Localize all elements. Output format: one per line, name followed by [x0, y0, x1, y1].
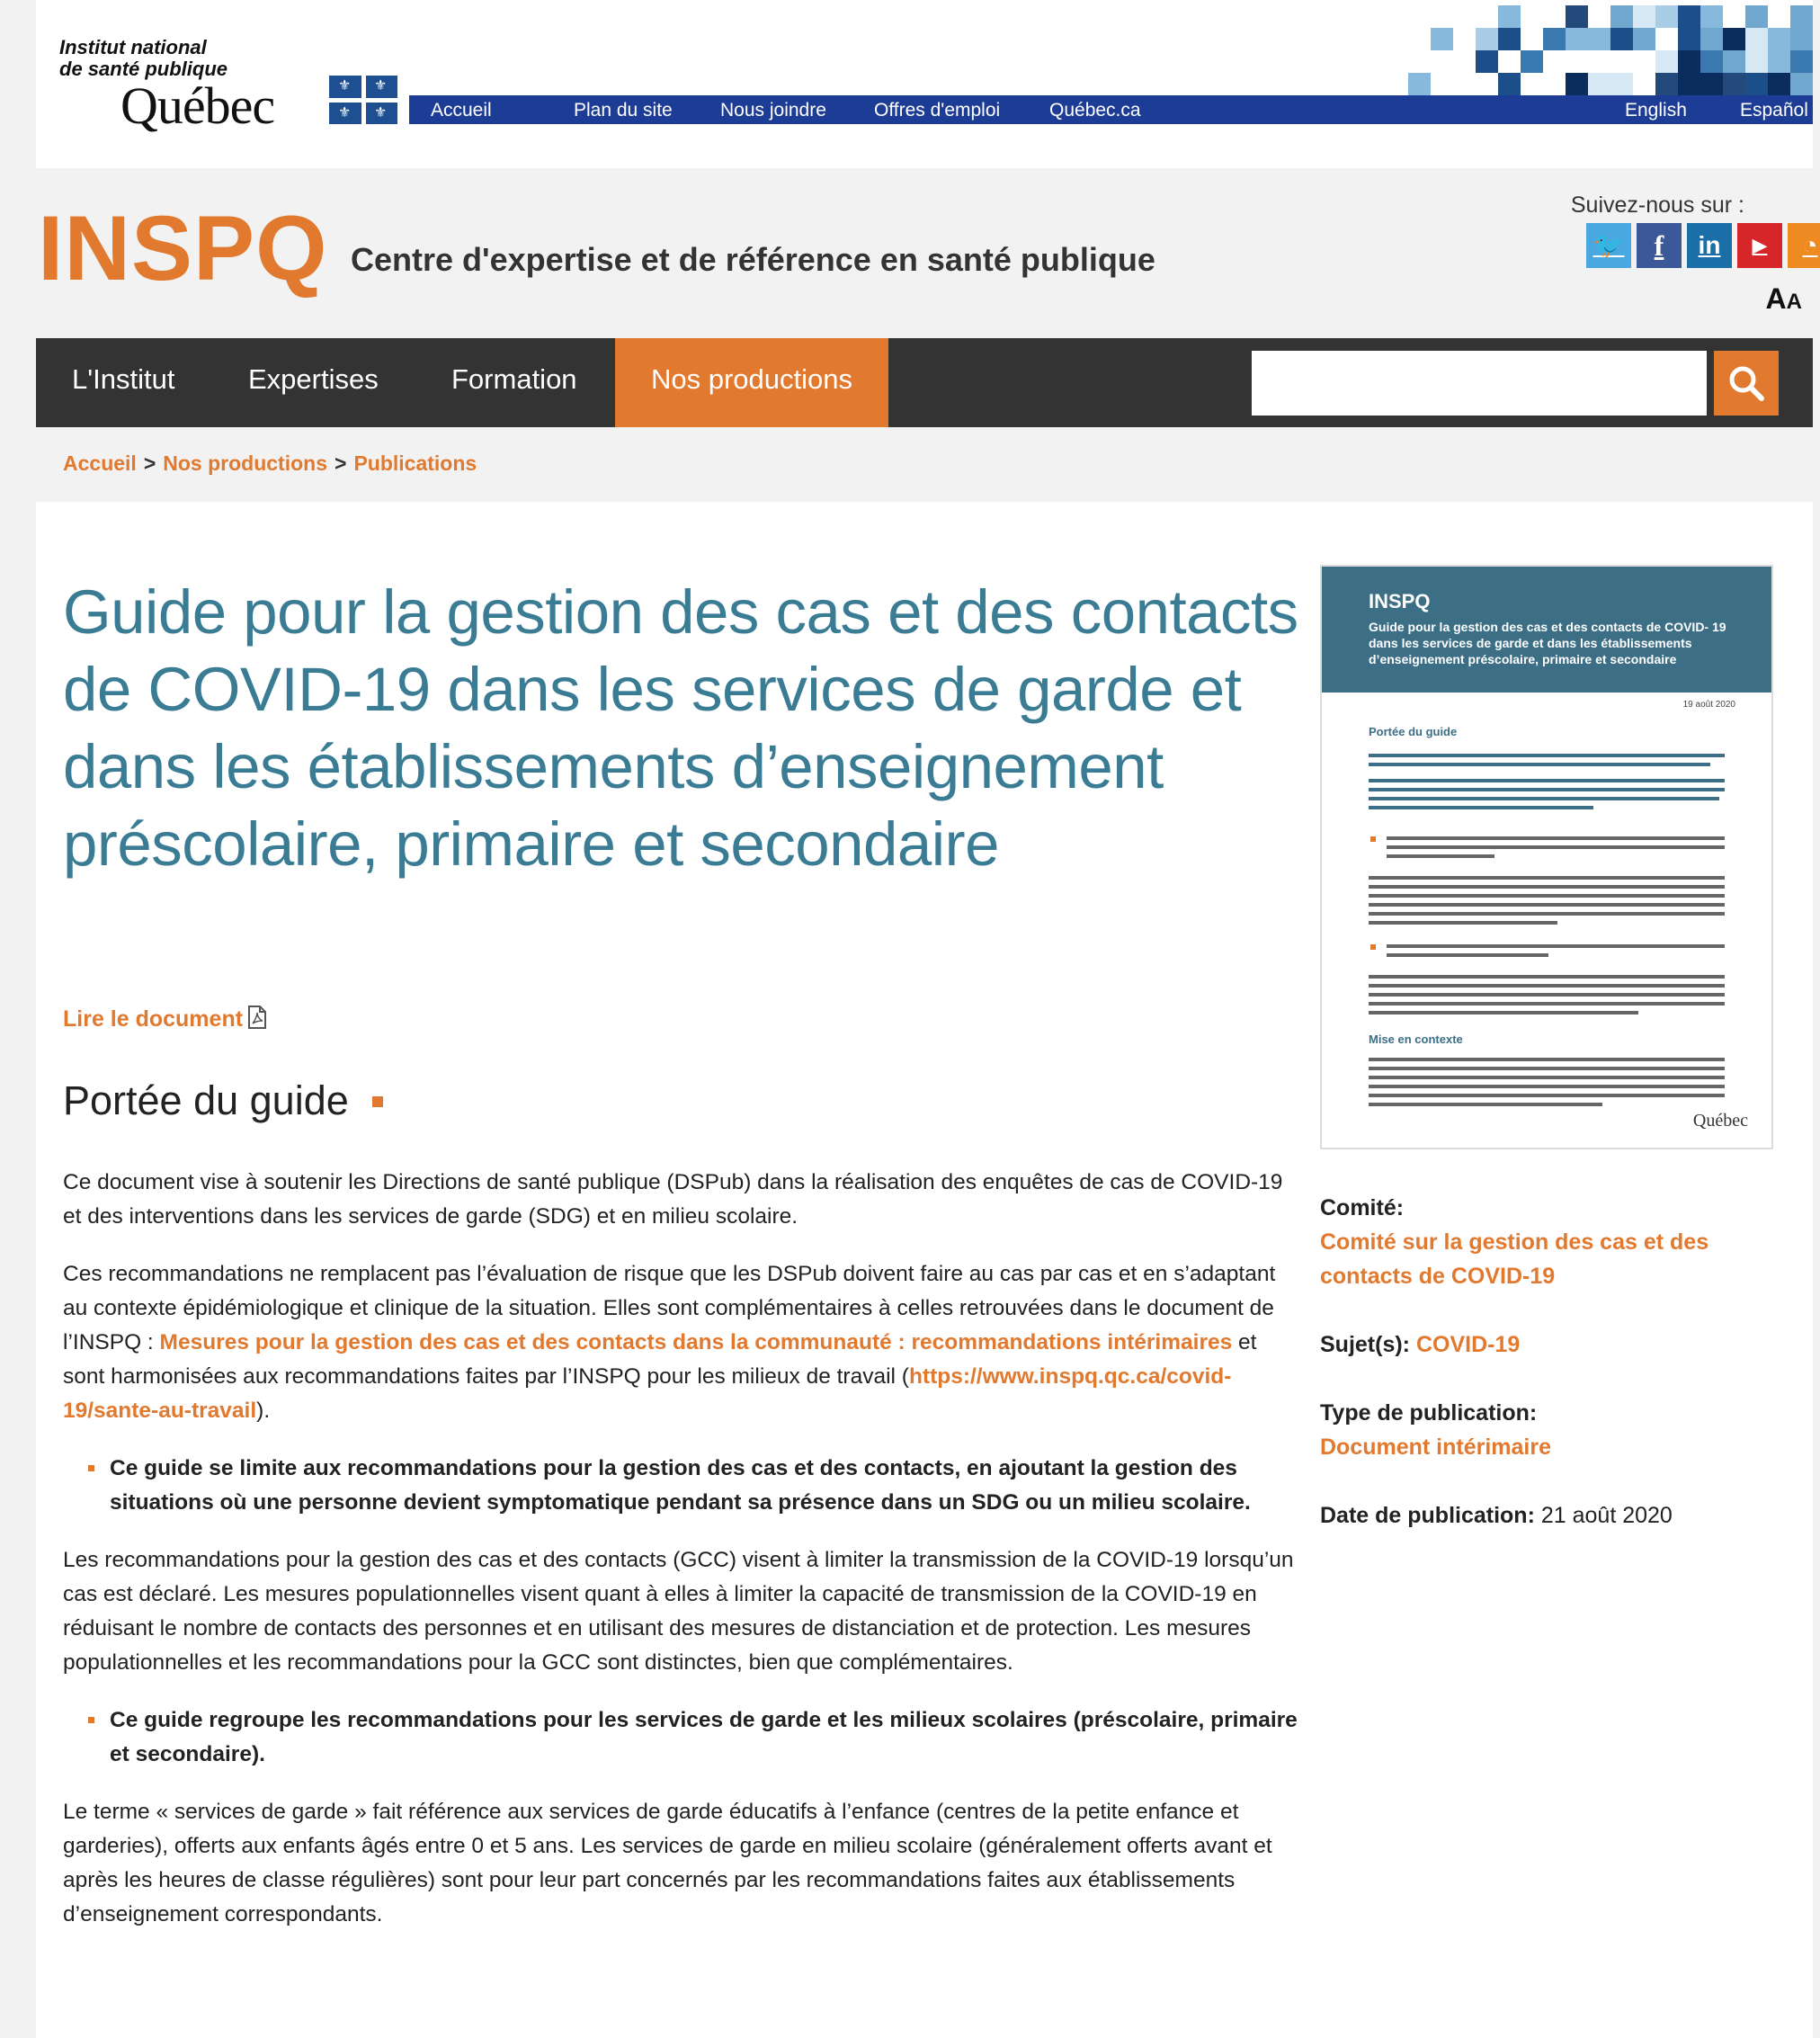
meta-type [1320, 1396, 1788, 1464]
date-value: 21 août 2020 [1540, 1503, 1673, 1528]
pixel-tile [1700, 50, 1723, 73]
meta-subject [1320, 1327, 1788, 1362]
pixel-tile [1588, 28, 1610, 50]
pixel-tile [1700, 73, 1723, 95]
lang-english-link[interactable]: English [1625, 100, 1687, 121]
text-size-small[interactable]: A [1786, 290, 1802, 314]
pixel-tile [1610, 73, 1633, 95]
inspq-quebec-logo[interactable] [59, 36, 419, 135]
nav-expertises[interactable]: Expertises [248, 363, 379, 395]
pixel-tile [1655, 50, 1678, 73]
pixel-tile [1610, 28, 1633, 50]
bullet-item-2: Ce guide regroupe les recommandations pour les services de garde et les milieux scolaires (préscolaire, primaire et secondaire). [88, 1703, 1304, 1772]
section-heading [63, 1077, 383, 1124]
pixel-tile [1745, 73, 1768, 95]
search-input[interactable] [1252, 351, 1707, 416]
pixel-tile [1476, 50, 1498, 73]
pixel-tile [1768, 28, 1790, 50]
cover-title: Guide pour la gestion des cas et des contacts de COVID- 19 dans les services de garde et dans les établissements d’enseignement préscolaire, primaire et secondaire [1369, 620, 1726, 666]
pixel-tile [1745, 28, 1768, 50]
cover-logo: INSPQ [1369, 590, 1431, 612]
pixel-tile [1521, 50, 1543, 73]
pixel-tile [1588, 73, 1610, 95]
government-nav [409, 95, 1813, 124]
pixel-tile [1768, 50, 1790, 73]
pixel-pattern-decoration [1363, 0, 1813, 95]
pixel-tile [1678, 28, 1700, 50]
pixel-tile [1790, 50, 1813, 73]
facebook-icon[interactable]: f [1637, 223, 1682, 268]
brand-tagline: Centre d'expertise et de référence en santé publique [351, 241, 1155, 278]
breadcrumb-accueil[interactable]: Accueil [63, 451, 137, 475]
date-label: Date de publication: [1320, 1503, 1535, 1528]
breadcrumb-publications[interactable]: Publications [353, 451, 477, 475]
committee-label: Comité: [1320, 1195, 1405, 1220]
cover-heading-1: Portée du guide [1369, 725, 1458, 738]
paragraph-1: Ce document vise à soutenir les Directions de santé publique (DSPub) dans la réalisation des enquêtes de cas de COVID-19 et des interventions dans les services de garde (SDG) et en milieu scolaire. [63, 1170, 1283, 1229]
rss-icon[interactable]: ◔ [1788, 223, 1820, 268]
pixel-tile [1655, 73, 1678, 95]
social-links [1586, 223, 1818, 270]
pixel-tile [1745, 5, 1768, 28]
community-measures-link[interactable]: Mesures pour la gestion des cas et des contacts dans la communauté : recommandations intérimaires [159, 1330, 1233, 1354]
bullet-item-1: Ce guide se limite aux recommandations pour la gestion des cas et des contacts, en ajoutant la gestion des situations où une personne devient symptomatique pendant sa présence dans un SDG ou un milieu scolaire. [88, 1452, 1304, 1520]
pixel-tile [1566, 28, 1588, 50]
paragraph-2: Ces recommandations ne remplacent pas l’évaluation de risque que les DSPub doivent faire au cas par cas et en s’adaptant au contexte épidémiologique et clinique de la situation. Elles sont complémentaires à celles retrouvées dans le document de l’INSPQ : Mesures pour la gestion des cas et des contacts dans la communauté : recommandations intérimaires et sont harmonisées aux recommandations faites par l’INSPQ pour les milieux de travail (https://www.inspq.qc.ca/covid-19/sante-au-travail). [63, 1262, 1276, 1423]
pixel-tile [1476, 28, 1498, 50]
cover-heading-2: Mise en contexte [1369, 1032, 1463, 1046]
type-label: Type de publication: [1320, 1400, 1538, 1426]
pixel-tile [1790, 28, 1813, 50]
gov-nav-quebec-ca[interactable]: Québec.ca [1049, 100, 1141, 121]
pixel-tile [1566, 73, 1588, 95]
committee-link[interactable]: Comité sur la gestion des cas et des contacts de COVID-19 [1320, 1229, 1709, 1289]
bullet-list-2 [88, 1703, 1304, 1772]
paragraph-3: Les recommandations pour la gestion des cas et des contacts (GCC) visent à limiter la transmission de la COVID-19 lorsqu’un cas est déclaré. Les mesures populationnelles visent quant à elles à limiter la capacité de transmission de la COVID-19 en réduisant le nombre de contacts des personnes et en utilisant des mesures de distanciation et de protection. Les mesures populationnelles et les recommandations pour la GCC sont distinctes, bien que complémentaires. [63, 1548, 1294, 1675]
gov-nav-plan-du-site[interactable]: Plan du site [574, 100, 673, 121]
quebec-flag-icon: ⚜ ⚜ ⚜ ⚜ [329, 76, 397, 124]
pixel-tile [1723, 73, 1745, 95]
pixel-tile [1655, 5, 1678, 28]
logo-line-2: de santé publique [59, 58, 228, 80]
bullet-list-1 [88, 1452, 1304, 1520]
logo-line-1: Institut national [59, 36, 207, 58]
pixel-tile [1700, 28, 1723, 50]
publication-metadata [1320, 1191, 1788, 1567]
search-icon [1726, 363, 1766, 403]
text-size-large[interactable]: A [1765, 282, 1787, 315]
pixel-tile [1768, 73, 1790, 95]
read-document-link[interactable] [63, 1006, 268, 1032]
government-header [36, 0, 1813, 168]
nav-formation[interactable]: Formation [451, 363, 577, 395]
twitter-icon[interactable]: 🐦 [1586, 223, 1631, 268]
pixel-tile [1723, 28, 1745, 50]
lang-espanol-link[interactable]: Español [1740, 100, 1808, 121]
pixel-tile [1498, 28, 1521, 50]
pixel-tile [1633, 5, 1655, 28]
pixel-tile [1790, 5, 1813, 28]
cover-header [1322, 567, 1771, 693]
pixel-tile [1790, 73, 1813, 95]
gov-nav-accueil[interactable]: Accueil [431, 100, 492, 121]
pixel-tile [1566, 5, 1588, 28]
meta-committee [1320, 1191, 1788, 1293]
document-cover-thumbnail[interactable] [1320, 565, 1773, 1149]
gov-nav-nous-joindre[interactable]: Nous joindre [720, 100, 826, 121]
cover-date: 19 août 2020 [1682, 700, 1735, 710]
section-heading-text: Portée du guide [63, 1077, 349, 1123]
breadcrumb: Accueil > Nos productions > Publications [63, 451, 477, 475]
pixel-tile [1700, 5, 1723, 28]
nav-nos-productions[interactable]: Nos productions [615, 338, 888, 427]
linkedin-icon[interactable]: in [1687, 223, 1732, 268]
text-size-control[interactable] [1766, 282, 1802, 316]
paragraph-4: Le terme « services de garde » fait référence aux services de garde éducatifs à l’enfance (centres de la petite enfance et garderies), offerts aux enfants âgés entre 0 et 5 ans. Les services de garde en milieu scolaire (généralement offerts avant et après les heures de classe régulières) sont pour leur part concernés par les recommandations faites aux établissements d’enseignement correspondants. [63, 1800, 1272, 1926]
pixel-tile [1431, 28, 1453, 50]
read-document-label[interactable]: Lire le document [63, 1006, 244, 1032]
article-body [63, 1166, 1304, 1955]
pixel-tile [1678, 5, 1700, 28]
gov-nav-offres-emploi[interactable]: Offres d'emploi [874, 100, 1001, 121]
page-title: Guide pour la gestion des cas et des contacts de COVID-19 dans les services de garde et dans les établissements d’enseignement préscolaire, primaire et secondaire [63, 577, 1298, 879]
pixel-tile [1498, 73, 1521, 95]
logo-line-3: Québec [120, 76, 275, 135]
pixel-tile [1678, 73, 1700, 95]
sante-au-travail-link[interactable]: https://www.inspq.qc.ca/covid-19/sante-au-travail [63, 1364, 1232, 1423]
pixel-tile [1745, 50, 1768, 73]
subject-label: Sujet(s): [1320, 1332, 1410, 1357]
main-content [36, 502, 1813, 2038]
nav-institut[interactable]: L'Institut [72, 363, 175, 395]
pdf-icon [246, 1006, 268, 1029]
search-button[interactable] [1714, 351, 1779, 416]
pixel-tile [1610, 5, 1633, 28]
pixel-tile [1408, 73, 1431, 95]
main-nav [36, 338, 1813, 427]
follow-us-label: Suivez-nous sur : [1570, 192, 1744, 218]
inspq-wordmark[interactable]: INSPQ [38, 197, 328, 299]
pixel-tile [1498, 5, 1521, 28]
meta-date [1320, 1498, 1788, 1533]
type-link[interactable]: Document intérimaire [1320, 1435, 1552, 1460]
pixel-tile [1633, 28, 1655, 50]
cover-quebec-logo: Québec [1692, 1111, 1748, 1131]
subject-link[interactable]: COVID-19 [1415, 1332, 1521, 1357]
youtube-icon[interactable]: ▶ [1737, 223, 1782, 268]
breadcrumb-nos-productions[interactable]: Nos productions [163, 451, 327, 475]
pixel-tile [1723, 50, 1745, 73]
pixel-tile [1678, 50, 1700, 73]
pixel-tile [1543, 28, 1566, 50]
heading-square-icon [372, 1096, 383, 1107]
brand-band [36, 169, 1818, 338]
